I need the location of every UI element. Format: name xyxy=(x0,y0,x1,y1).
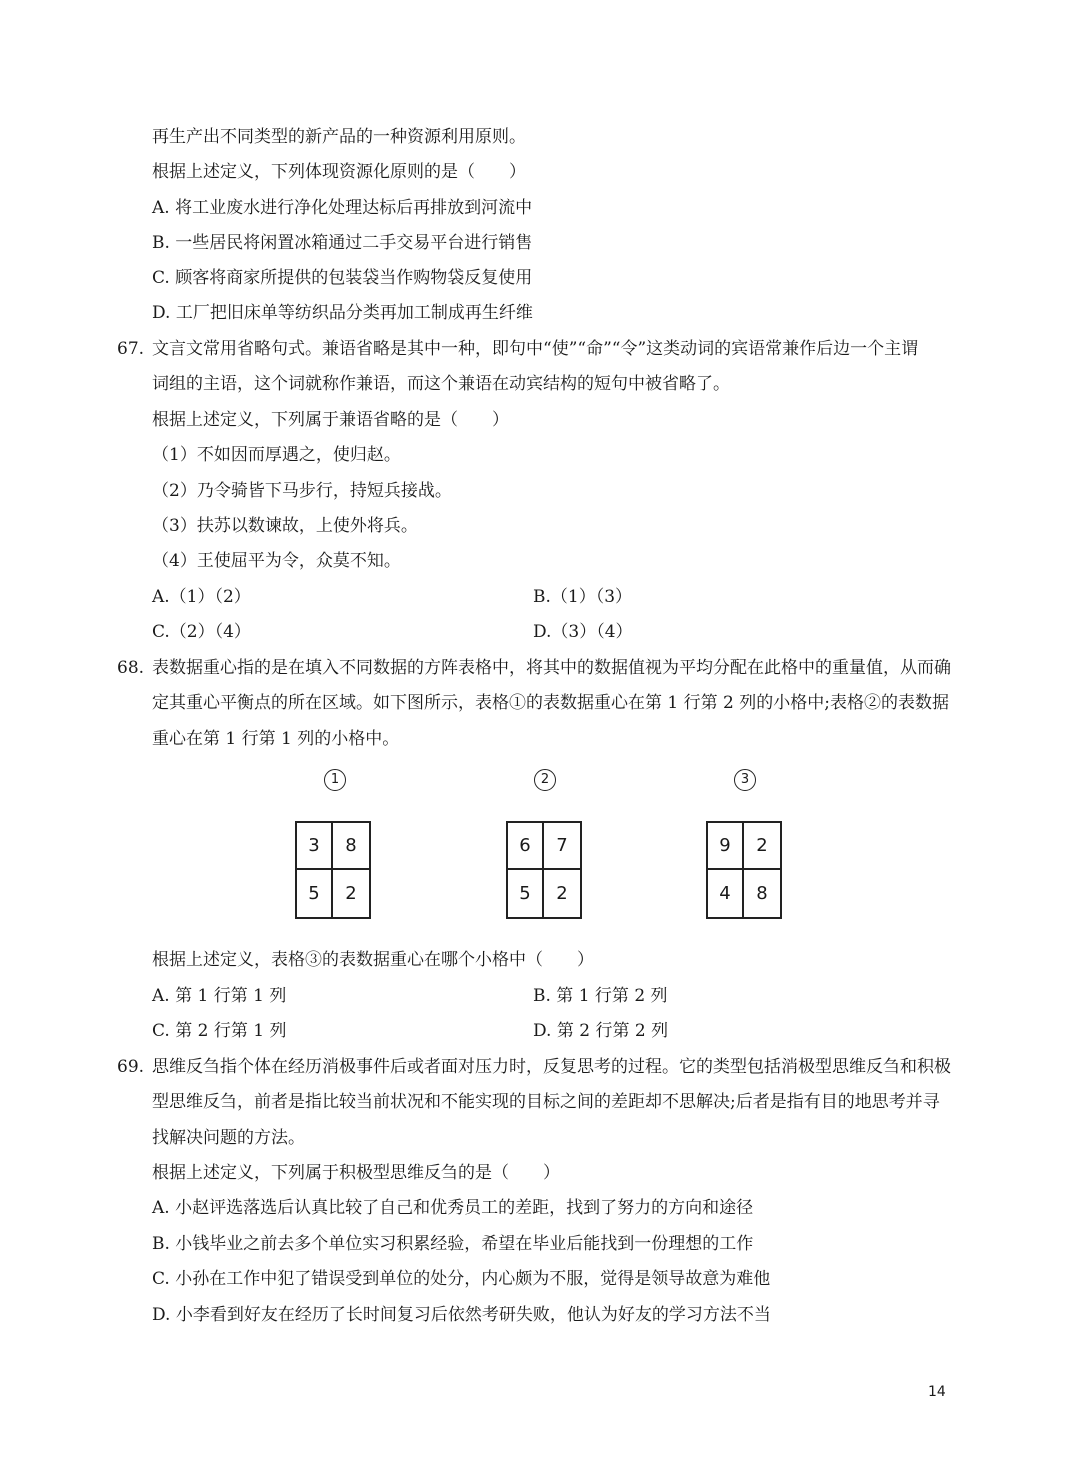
option-a: A. 小赵评选落选后认真比较了自己和优秀员工的差距，找到了努力的方向和途径 xyxy=(152,1198,754,1218)
option-a: A. 将工业废水进行净化处理达标后再排放到河流中 xyxy=(152,198,533,218)
option-c: C.（2）（4） xyxy=(152,622,251,642)
list-item: （2）乃令骑皆下马步行，持短兵接战。 xyxy=(152,481,452,501)
question-number: 69. xyxy=(117,1057,145,1077)
page-number: 14 xyxy=(928,1384,946,1400)
paragraph-line: 型思维反刍，前者是指比较当前状况和不能实现的目标之间的差距却不思解决;后者是指有目的地思考并寻 xyxy=(152,1092,940,1112)
option-d: D.（3）（4） xyxy=(533,622,633,642)
option-d: D. 小李看到好友在经历了长时间复习后依然考研失败，他认为好友的学习方法不当 xyxy=(152,1305,771,1325)
grid-1 xyxy=(295,821,371,919)
question-prompt: 根据上述定义，下列属于积极型思维反刍的是（ ） xyxy=(152,1163,560,1183)
option-c: C. 小孙在工作中犯了错误受到单位的处分，内心颇为不服，觉得是领导故意为难他 xyxy=(152,1269,771,1289)
grid-2 xyxy=(506,821,582,919)
option-a: A.（1）（2） xyxy=(152,587,251,607)
option-b: B. 一些居民将闲置冰箱通过二手交易平台进行销售 xyxy=(152,233,533,253)
paragraph-line: 表数据重心指的是在填入不同数据的方阵表格中，将其中的数据值视为平均分配在此格中的重量值，从而确 xyxy=(152,658,951,678)
list-item: （3）扶苏以数谏故，上使外将兵。 xyxy=(152,516,418,536)
grid-cell: 2 xyxy=(744,823,780,870)
option-d: D. 工厂把旧床单等纺织品分类再加工制成再生纤维 xyxy=(152,303,533,323)
grid-cell: 3 xyxy=(297,823,333,870)
grid-cell: 2 xyxy=(345,883,357,904)
option-b: B.（1）（3） xyxy=(533,587,633,607)
option-d: D. 第 2 行第 2 列 xyxy=(533,1021,669,1041)
grid-2-label: 2 xyxy=(534,769,556,791)
grid-3-label: 3 xyxy=(734,769,756,791)
paragraph-line: 找解决问题的方法。 xyxy=(152,1128,305,1148)
grid-1-label: 1 xyxy=(324,769,346,791)
grid-cell: 8 xyxy=(333,823,369,870)
grid-3 xyxy=(706,821,782,919)
paragraph-line: 词组的主语，这个词就称作兼语，而这个兼语在动宾结构的短句中被省略了。 xyxy=(152,374,730,394)
grid-cell: 7 xyxy=(544,823,580,870)
question-prompt: 根据上述定义，下列体现资源化原则的是（ ） xyxy=(152,162,526,182)
option-a: A. 第 1 行第 1 列 xyxy=(152,986,287,1006)
option-c: C. 顾客将商家所提供的包装袋当作购物袋反复使用 xyxy=(152,268,533,288)
list-item: （1）不如因而厚遇之，使归赵。 xyxy=(152,445,401,465)
paragraph-line: 重心在第 1 行第 1 列的小格中。 xyxy=(152,729,400,749)
grid-cell: 5 xyxy=(297,870,333,917)
grid-cell: 2 xyxy=(556,883,568,904)
grid-cell: 9 xyxy=(708,823,744,870)
question-number: 68. xyxy=(117,658,145,678)
paragraph-line: 文言文常用省略句式。兼语省略是其中一种，即句中“使”“命”“令”这类动词的宾语常兼作后边一个主谓 xyxy=(152,339,919,359)
paragraph-line: 再生产出不同类型的新产品的一种资源利用原则。 xyxy=(152,127,526,147)
option-c: C. 第 2 行第 1 列 xyxy=(152,1021,287,1041)
question-number: 67. xyxy=(117,339,145,359)
option-b: B. 第 1 行第 2 列 xyxy=(533,986,668,1006)
question-prompt: 根据上述定义，表格③的表数据重心在哪个小格中（ ） xyxy=(152,950,594,970)
paragraph-line: 定其重心平衡点的所在区域。如下图所示，表格①的表数据重心在第 1 行第 2 列的小格中;表格②的表数据 xyxy=(152,693,949,713)
question-prompt: 根据上述定义，下列属于兼语省略的是（ ） xyxy=(152,410,509,430)
paragraph-line: 思维反刍指个体在经历消极事件后或者面对压力时，反复思考的过程。它的类型包括消极型思维反刍和积极 xyxy=(152,1057,951,1077)
grid-cell: 8 xyxy=(756,883,768,904)
grid-cell: 4 xyxy=(708,870,744,917)
list-item: （4）王使屈平为令，众莫不知。 xyxy=(152,551,401,571)
grid-cell: 5 xyxy=(508,870,544,917)
grid-cell: 6 xyxy=(508,823,544,870)
option-b: B. 小钱毕业之前去多个单位实习积累经验，希望在毕业后能找到一份理想的工作 xyxy=(152,1234,754,1254)
